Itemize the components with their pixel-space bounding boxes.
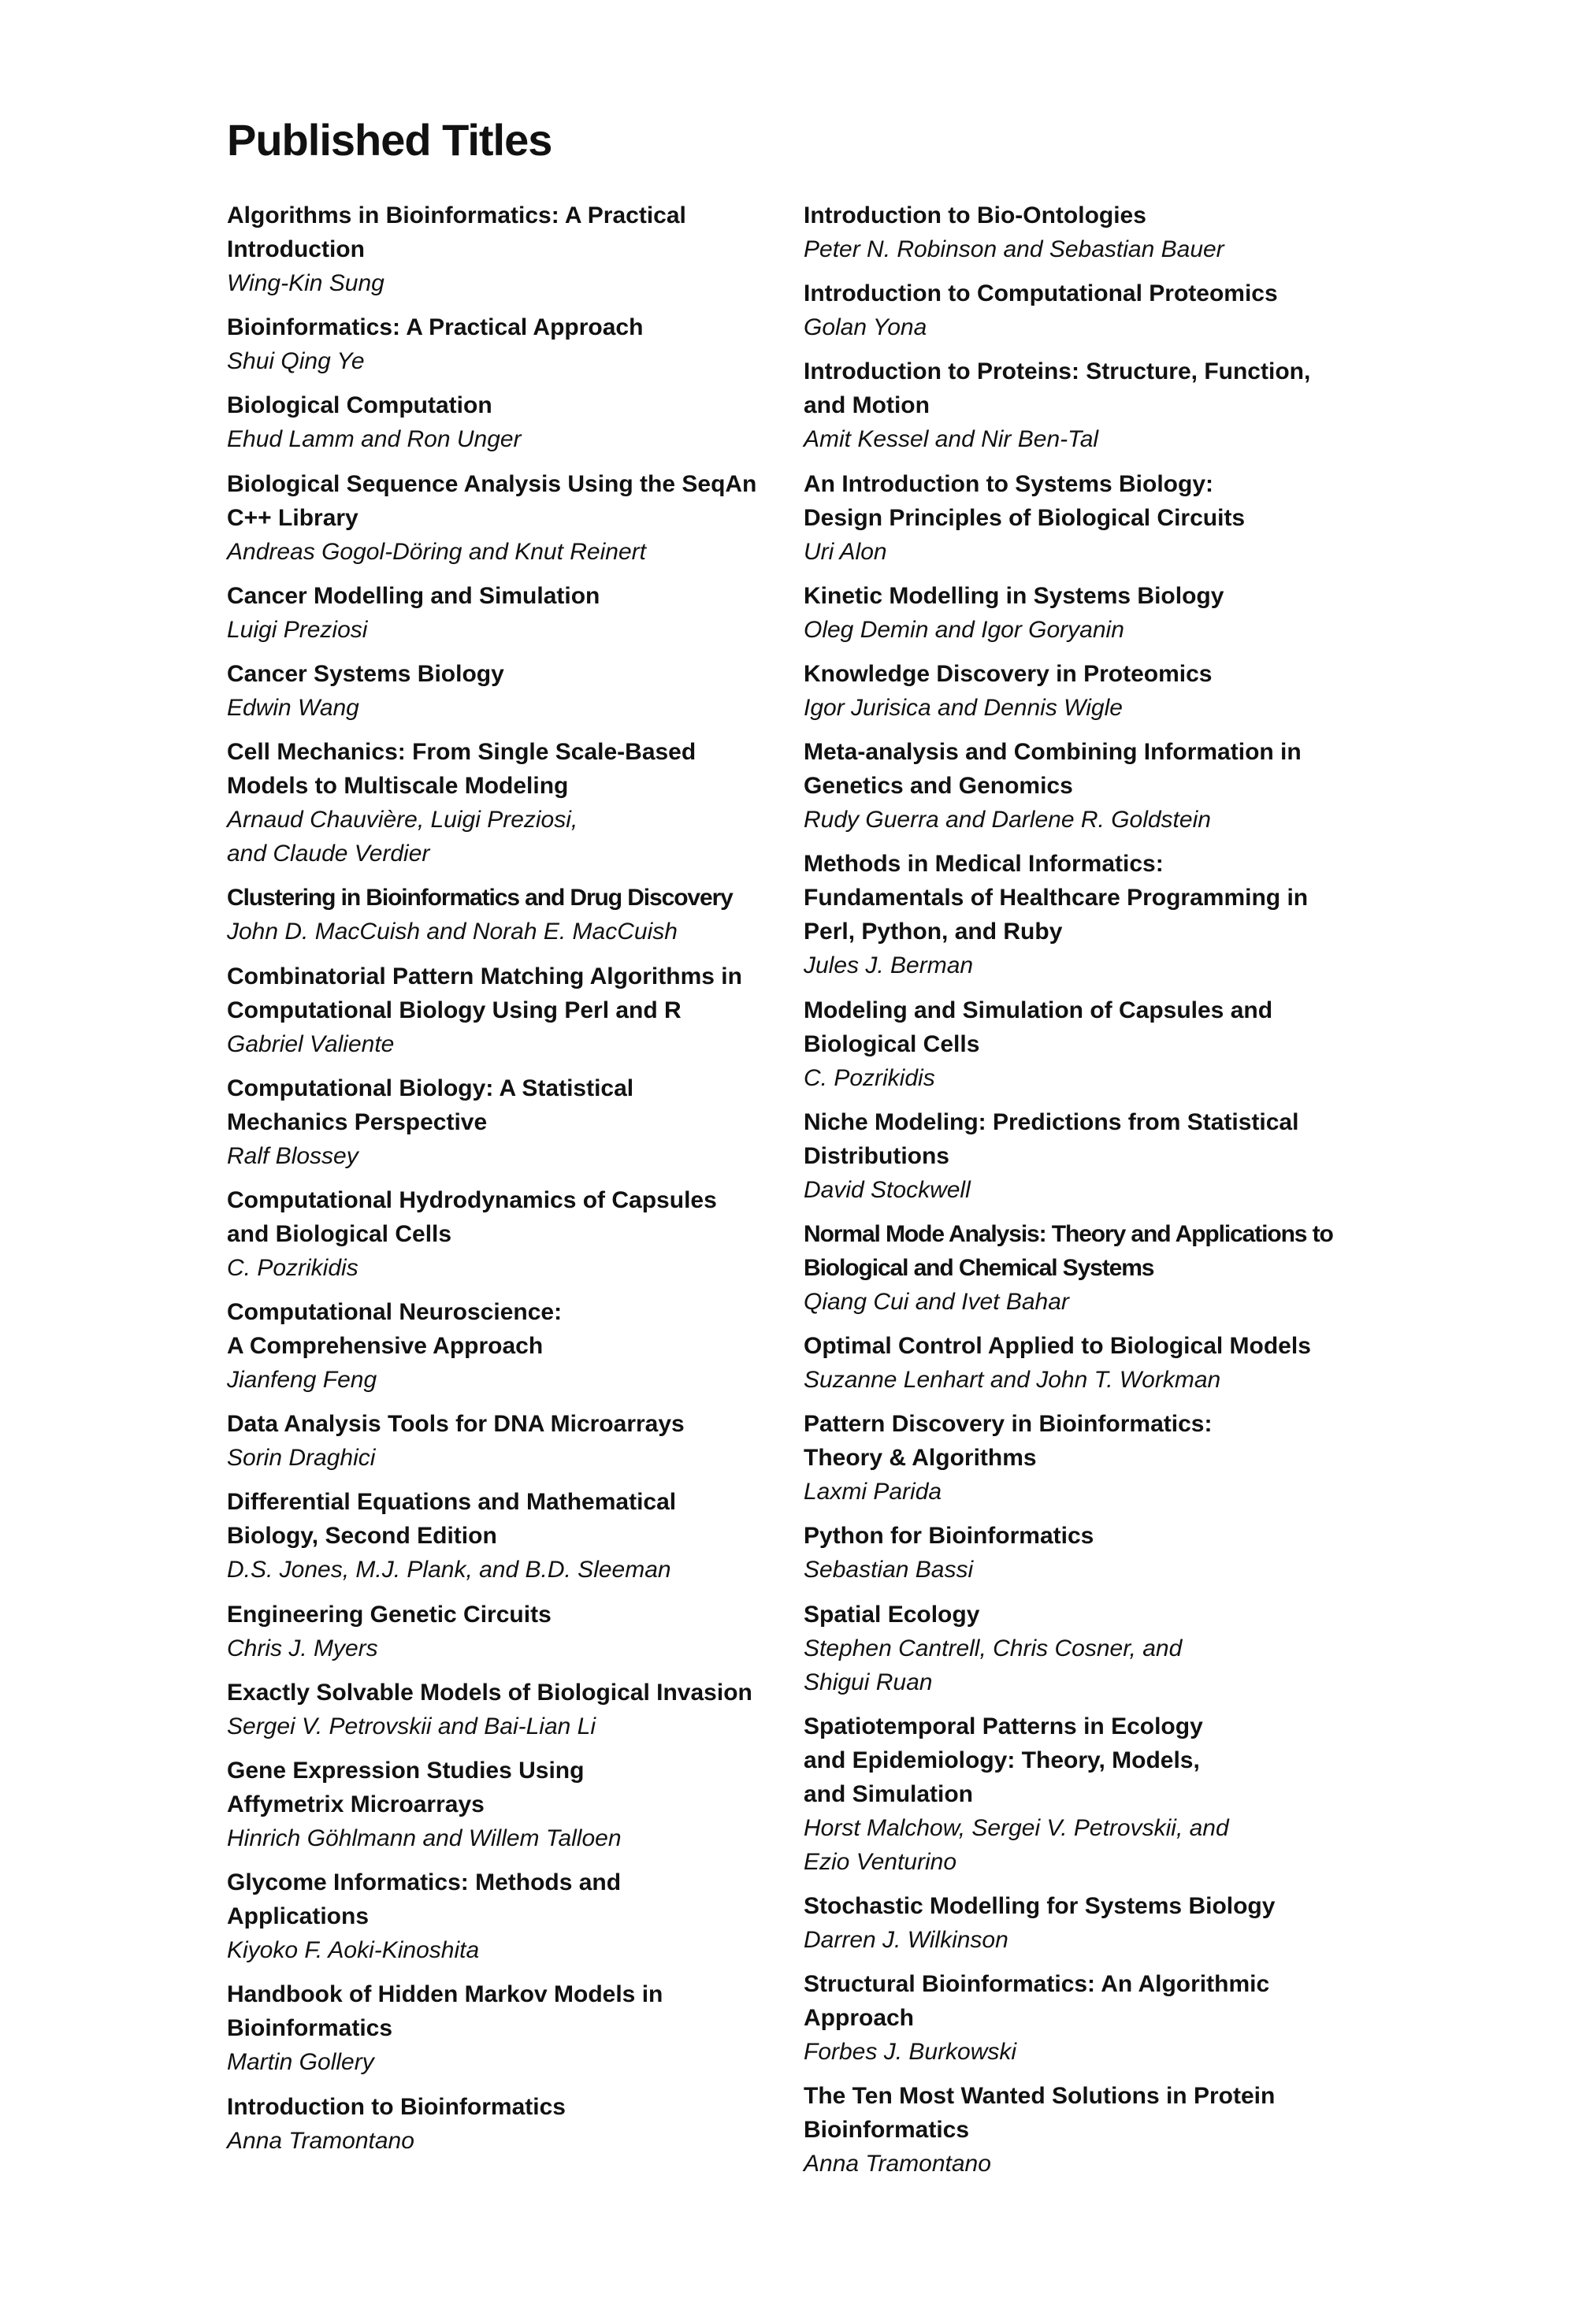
book-title: Cancer Systems Biology <box>227 660 504 687</box>
book-entry <box>804 1329 1380 1397</box>
book-title: Cell Mechanics: From Single Scale-Based Models to Multiscale Modeling <box>227 739 696 800</box>
book-entry <box>804 847 1380 982</box>
book-authors: C. Pozrikidis <box>804 1064 935 1091</box>
book-title: Knowledge Discovery in Proteomics <box>804 660 1213 687</box>
book-title: Normal Mode Analysis: Theory and Applications to Biological and Chemical Systems <box>804 1220 1333 1281</box>
book-entry <box>804 355 1380 456</box>
book-entry <box>804 277 1380 344</box>
book-entry <box>804 1519 1380 1587</box>
book-authors: Ralf Blossey <box>227 1142 358 1169</box>
book-entry <box>227 657 804 725</box>
book-title: Algorithms in Bioinformatics: A Practical Introduction <box>227 202 686 262</box>
book-authors: Darren J. Wilkinson <box>804 1927 1008 1953</box>
book-entry <box>804 1407 1380 1509</box>
book-title: Meta-analysis and Combining Information in Genetics and Genomics <box>804 739 1302 800</box>
book-authors: Hinrich Göhlmann and Willem Talloen <box>227 1825 622 1851</box>
book-authors: Qiang Cui and Ivet Bahar <box>804 1288 1069 1315</box>
book-entry <box>804 735 1380 837</box>
book-authors: D.S. Jones, M.J. Plank, and B.D. Sleeman <box>227 1557 671 1583</box>
book-entry <box>227 467 804 569</box>
book-entry <box>227 881 804 949</box>
book-authors: Stephen Cantrell, Chris Cosner, and Shigui Ruan <box>804 1635 1183 1695</box>
book-entry <box>227 579 804 647</box>
book-title: Clustering in Bioinformatics and Drug Discovery <box>227 885 733 911</box>
book-authors: Jules J. Berman <box>804 952 974 979</box>
book-entry <box>804 1598 1380 1699</box>
book-title: Niche Modeling: Predictions from Statistical Distributions <box>804 1108 1299 1169</box>
book-entry <box>804 1710 1380 1879</box>
book-authors: Shui Qing Ye <box>227 348 365 375</box>
book-title: Python for Bioinformatics <box>804 1523 1094 1550</box>
book-entry <box>804 993 1380 1095</box>
book-entry <box>804 1105 1380 1207</box>
book-authors: Wing-Kin Sung <box>227 270 384 296</box>
book-title: Modeling and Simulation of Capsules and Biological Cells <box>804 997 1273 1057</box>
book-entry <box>227 1485 804 1587</box>
book-title: Introduction to Bioinformatics <box>227 2093 566 2120</box>
book-authors: Suzanne Lenhart and John T. Workman <box>804 1367 1221 1394</box>
book-title: Introduction to Bio-Ontologies <box>804 202 1146 228</box>
book-authors: Oleg Demin and Igor Goryanin <box>804 616 1124 643</box>
book-title: Combinatorial Pattern Matching Algorithms in Computational Biology Using Perl and R <box>227 963 742 1023</box>
book-title: Computational Hydrodynamics of Capsules and Biological Cells <box>227 1186 717 1247</box>
book-entry <box>227 388 804 456</box>
book-entry <box>227 2090 804 2158</box>
book-entry <box>227 1866 804 1967</box>
book-entry <box>804 1889 1380 1957</box>
book-title: Pattern Discovery in Bioinformatics: Theory & Algorithms <box>804 1411 1213 1472</box>
book-entry <box>804 1967 1380 2069</box>
book-entry <box>227 1407 804 1475</box>
right-column <box>804 199 1380 2192</box>
book-title: Cancer Modelling and Simulation <box>227 582 600 609</box>
left-column <box>227 199 804 2168</box>
book-authors: Sorin Draghici <box>227 1445 376 1472</box>
book-title: Differential Equations and Mathematical Biology, Second Edition <box>227 1489 677 1550</box>
book-title: Methods in Medical Informatics: Fundamentals of Healthcare Programming in Perl, Python, and Ruby <box>804 851 1309 945</box>
book-title: The Ten Most Wanted Solutions in Protein Bioinformatics <box>804 2083 1276 2144</box>
book-title: Engineering Genetic Circuits <box>227 1601 552 1628</box>
book-title: Kinetic Modelling in Systems Biology <box>804 582 1224 609</box>
book-authors: Anna Tramontano <box>804 2151 991 2177</box>
book-authors: Kiyoko F. Aoki-Kinoshita <box>227 1937 480 1964</box>
book-entry <box>804 1217 1380 1319</box>
book-authors: Sergei V. Petrovskii and Bai-Lian Li <box>227 1713 596 1739</box>
book-authors: Luigi Preziosi <box>227 616 368 643</box>
book-title: Stochastic Modelling for Systems Biology <box>804 1893 1276 1919</box>
book-title: Biological Sequence Analysis Using the SeqAn C++ Library <box>227 470 757 531</box>
book-authors: Anna Tramontano <box>227 2127 414 2154</box>
book-title: Gene Expression Studies Using Affymetrix Microarrays <box>227 1758 585 1817</box>
book-authors: C. Pozrikidis <box>227 1254 358 1281</box>
book-title: Glycome Informatics: Methods and Applications <box>227 1869 622 1930</box>
book-title: Exactly Solvable Models of Biological Invasion <box>227 1679 752 1706</box>
book-entry <box>227 310 804 378</box>
title-columns <box>227 199 1377 2192</box>
book-entry <box>804 199 1380 266</box>
book-entry <box>227 960 804 1061</box>
book-entry <box>227 1071 804 1173</box>
book-title: Spatial Ecology <box>804 1601 980 1628</box>
book-entry <box>227 1598 804 1665</box>
book-authors: Jianfeng Feng <box>227 1367 377 1394</box>
book-authors: David Stockwell <box>804 1176 971 1203</box>
book-entry <box>804 579 1380 647</box>
book-entry <box>227 1977 804 2079</box>
book-authors: Igor Jurisica and Dennis Wigle <box>804 694 1123 721</box>
book-authors: Sebastian Bassi <box>804 1557 974 1583</box>
book-authors: John D. MacCuish and Norah E. MacCuish <box>227 919 678 945</box>
book-title: Introduction to Computational Proteomics <box>804 280 1278 307</box>
book-entry <box>804 2079 1380 2181</box>
book-entry <box>227 1754 804 1855</box>
book-title: An Introduction to Systems Biology: Design Principles of Biological Circuits <box>804 470 1246 531</box>
book-authors: Peter N. Robinson and Sebastian Bauer <box>804 236 1224 262</box>
book-entry <box>804 657 1380 725</box>
book-title: Optimal Control Applied to Biological Models <box>804 1333 1311 1360</box>
book-title: Computational Biology: A Statistical Mechanics Perspective <box>227 1075 634 1135</box>
book-entry <box>227 735 804 871</box>
book-authors: Amit Kessel and Nir Ben-Tal <box>804 426 1099 453</box>
book-entry <box>227 1676 804 1743</box>
book-title: Introduction to Proteins: Structure, Function, and Motion <box>804 358 1311 419</box>
book-authors: Ehud Lamm and Ron Unger <box>227 426 522 453</box>
book-authors: Rudy Guerra and Darlene R. Goldstein <box>804 807 1211 833</box>
page-heading: Published Titles <box>227 115 552 165</box>
book-title: Data Analysis Tools for DNA Microarrays <box>227 1411 685 1438</box>
book-title: Biological Computation <box>227 392 492 419</box>
book-authors: Laxmi Parida <box>804 1479 942 1505</box>
book-authors: Golan Yona <box>804 314 927 341</box>
book-authors: Edwin Wang <box>227 694 359 721</box>
book-authors: Gabriel Valiente <box>227 1030 395 1057</box>
book-entry <box>227 1183 804 1285</box>
book-entry <box>227 1295 804 1397</box>
book-authors: Arnaud Chauvière, Luigi Preziosi, and Claude Verdier <box>227 807 578 867</box>
book-authors: Andreas Gogol-Döring and Knut Reinert <box>227 538 646 565</box>
book-title: Bioinformatics: A Practical Approach <box>227 314 644 341</box>
published-titles-page <box>227 115 1377 2192</box>
book-title: Structural Bioinformatics: An Algorithmic Approach <box>804 1971 1270 2032</box>
book-authors: Forbes J. Burkowski <box>804 2039 1017 2066</box>
book-authors: Horst Malchow, Sergei V. Petrovskii, and Ezio Venturino <box>804 1814 1229 1875</box>
book-entry <box>227 199 804 300</box>
book-entry <box>804 467 1380 569</box>
book-title: Handbook of Hidden Markov Models in Bioinformatics <box>227 1981 663 2042</box>
book-title: Spatiotemporal Patterns in Ecology and Epidemiology: Theory, Models, and Simulation <box>804 1713 1203 1807</box>
book-authors: Uri Alon <box>804 538 887 565</box>
book-title: Computational Neuroscience: A Comprehensive Approach <box>227 1299 563 1360</box>
book-authors: Martin Gollery <box>227 2049 374 2076</box>
book-authors: Chris J. Myers <box>227 1635 378 1661</box>
